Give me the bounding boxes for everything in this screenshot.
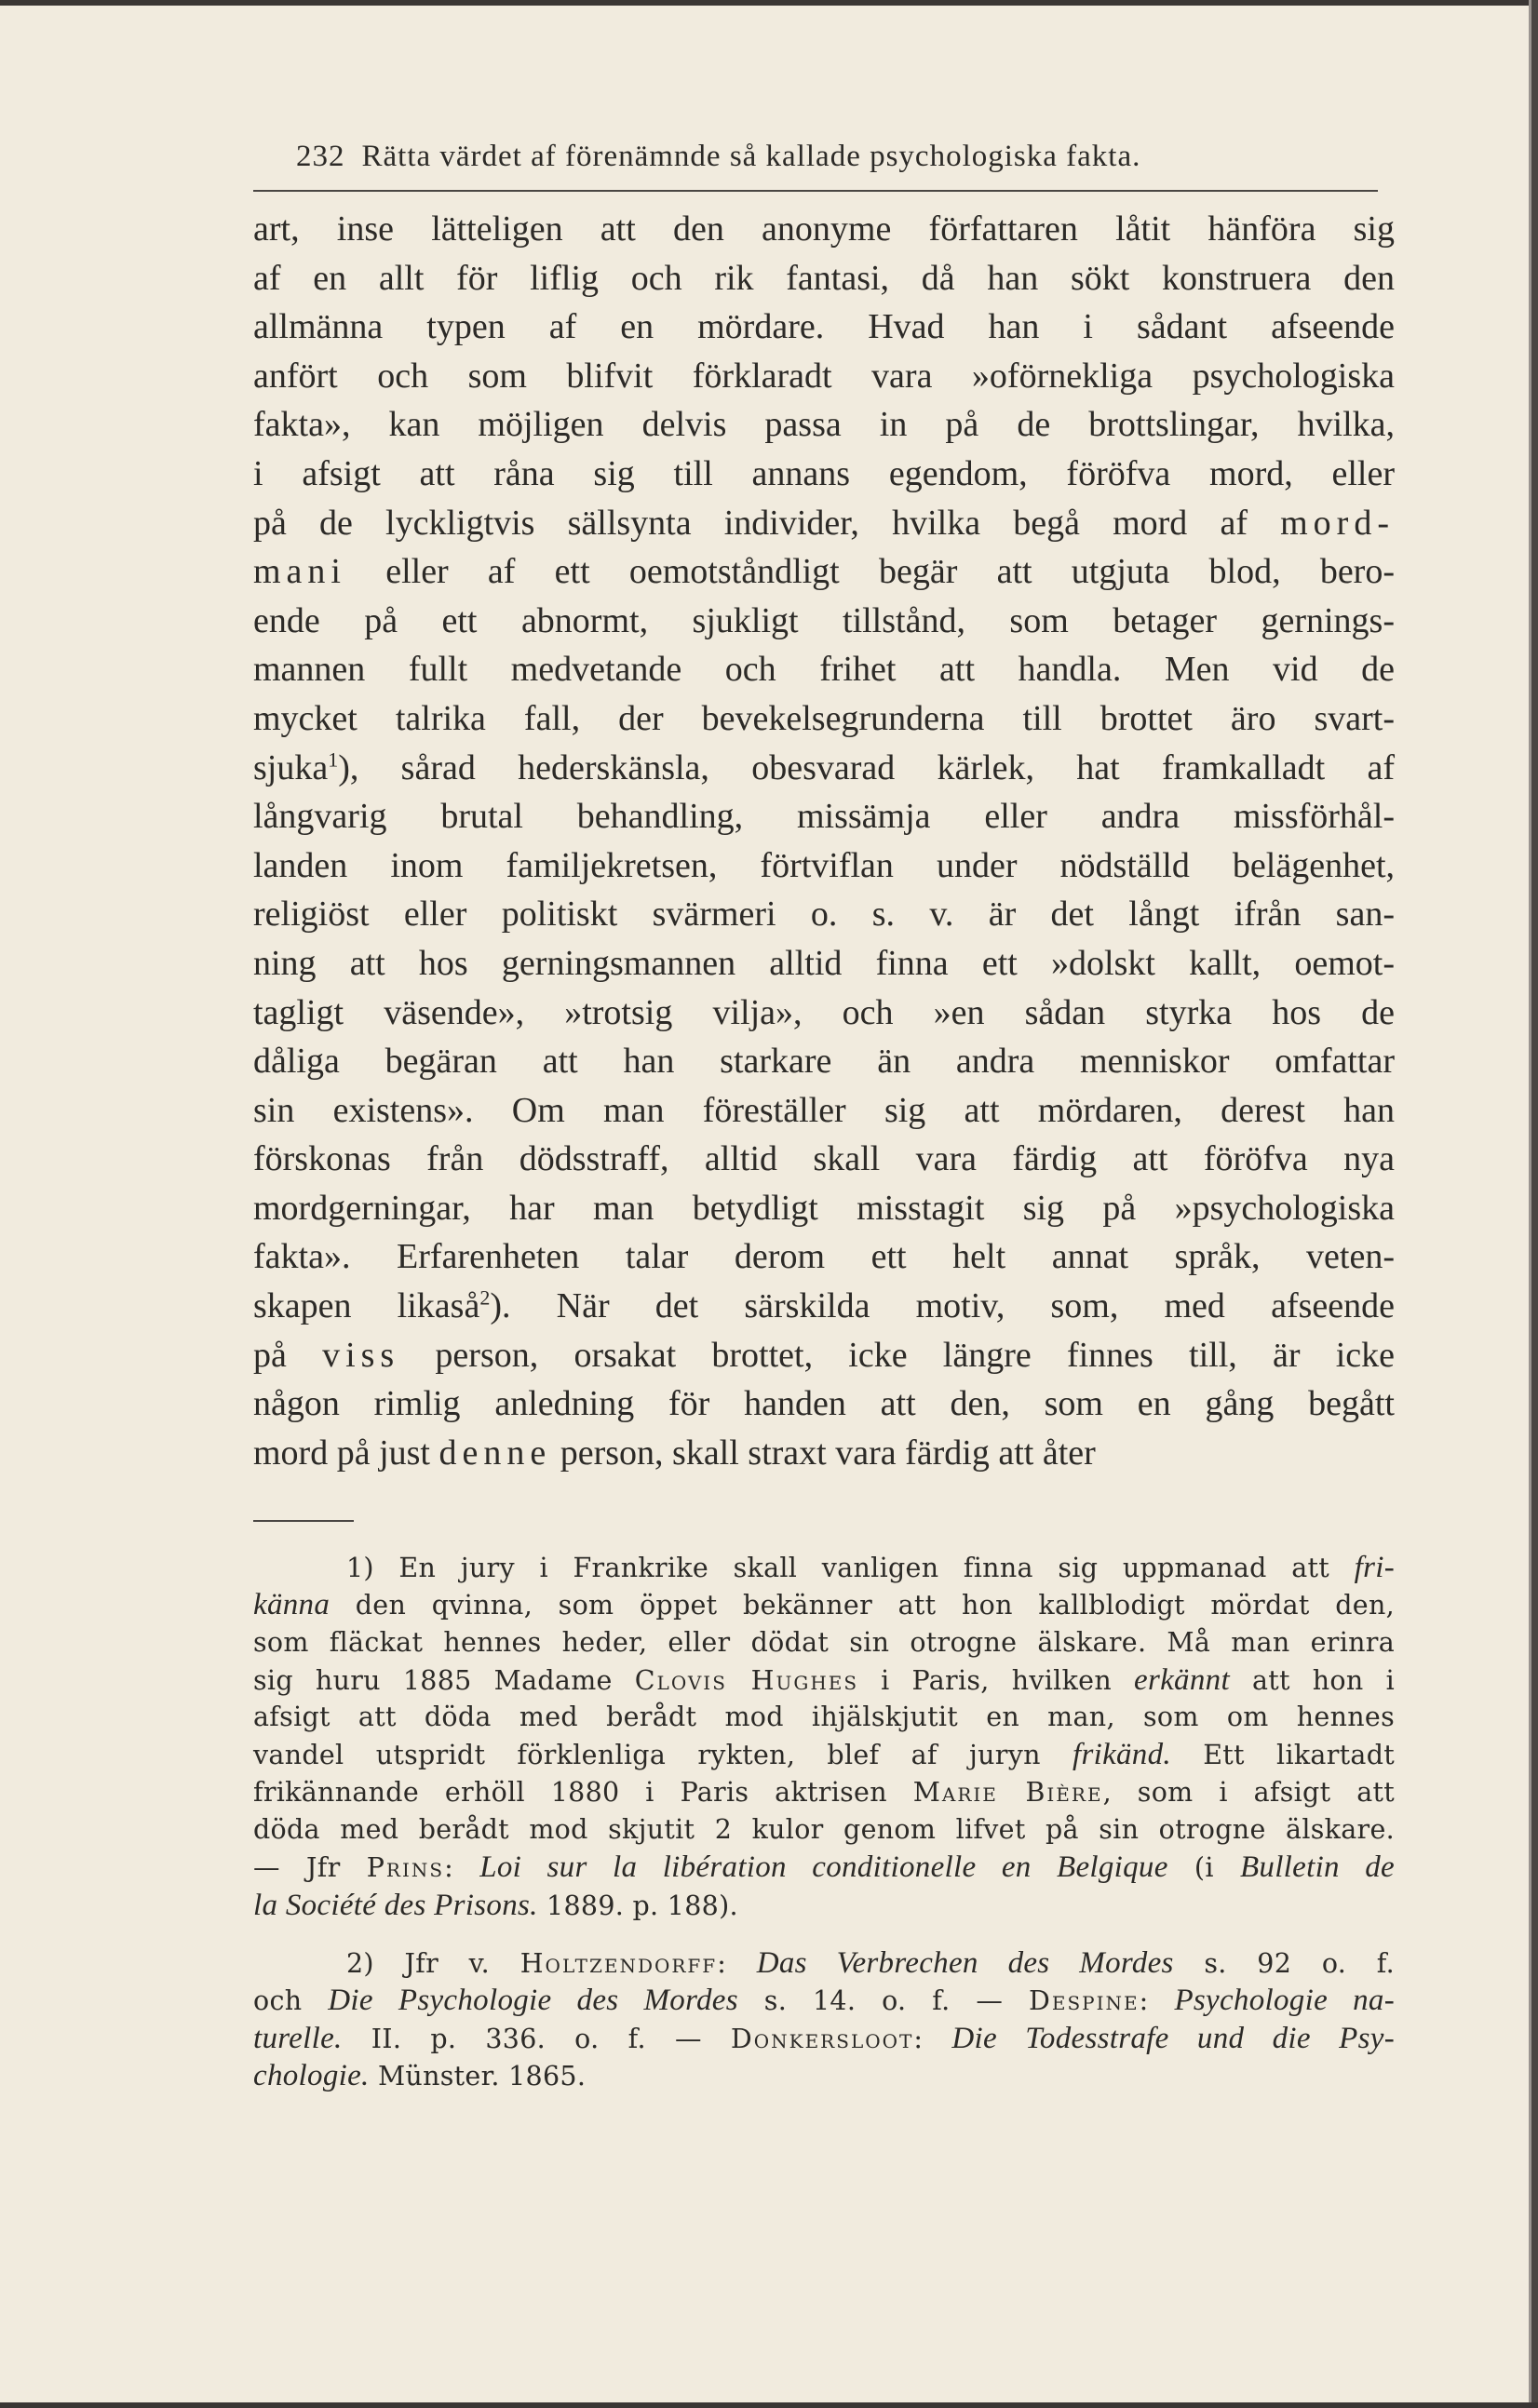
italic-span: Bulletin de xyxy=(1239,1850,1395,1885)
spaced-word: denne xyxy=(438,1433,552,1473)
text-line xyxy=(253,1429,1395,1478)
text-line: mordgerningar, har man betydligt misstagit sig på »psychologiska xyxy=(253,1188,1395,1228)
spaced-word: viss xyxy=(322,1335,400,1375)
footnotes xyxy=(253,1549,1395,2094)
text-line: art, inse lätteligen att den anonyme författaren låtit hänföra sig xyxy=(253,209,1395,249)
text-span: 2) Jfr v. xyxy=(346,1947,520,1979)
text-line: allmänna typen af en mördare. Hvad han i sådant afseende xyxy=(253,307,1395,347)
text-span: s. 92 o. f. xyxy=(1173,1947,1395,1979)
smallcaps-name: Prins xyxy=(366,1852,445,1884)
text-span: ), sårad hederskänsla, obesvarad kärlek, hat framkalladt af xyxy=(338,747,1395,787)
footnote-line xyxy=(253,2020,1395,2057)
running-title: Rätta värdet af förenämnde så kallade psychologiska fakta. xyxy=(361,140,1141,173)
italic-span: Psychologie na- xyxy=(1174,1984,1395,2018)
smallcaps-name: Marie Bière xyxy=(912,1776,1103,1808)
text-span: (i xyxy=(1167,1852,1240,1884)
text-span: 1889. p. 188). xyxy=(537,1890,738,1921)
text-line: ning att hos gerningsmannen alltid finna ett »dolskt kallt, oemot- xyxy=(253,943,1395,983)
text-span: II. p. 336. o. f. — xyxy=(342,2023,731,2054)
body-text xyxy=(253,205,1395,1477)
footnote-rule xyxy=(253,1520,354,1522)
footnote-line: afsigt att döda med berådt mod ihjälskjutit en man, som om hennes xyxy=(253,1702,1395,1733)
text-span: person, orsakat brottet, icke längre finnes till, är icke xyxy=(399,1335,1395,1375)
italic-span: Die Psychologie des Mordes xyxy=(328,1984,738,2018)
smallcaps-name: Donkersloot xyxy=(730,2023,914,2054)
italic-span: turelle. xyxy=(253,2021,343,2055)
italic-span: la Société des Prisons. xyxy=(253,1888,538,1922)
footnote-line xyxy=(253,1736,1395,1773)
text-line: religiöst eller politiskt svärmeri o. s. v. är det långt ifrån san- xyxy=(253,895,1395,935)
text-span: , som i afsigt att xyxy=(1102,1776,1395,1808)
text-line: mycket talrika fall, der bevekelsegrunderna till brottet äro svart- xyxy=(253,698,1395,738)
text-span: den qvinna, som öppet bekänner att hon kallblodigt mördat den, xyxy=(330,1590,1395,1621)
footnote-line xyxy=(253,1982,1395,2019)
scan-edge-top xyxy=(0,0,1538,6)
text-line: ende på ett abnormt, sjukligt tillstånd, som betager gernings- xyxy=(253,600,1395,640)
text-span: på de lyckligtvis sällsynta individer, hvilka begå mord af xyxy=(253,503,1281,543)
text-span: sjuka xyxy=(253,747,329,787)
italic-span: Die Todesstrafe und die Psy- xyxy=(951,2021,1396,2055)
footnote-line xyxy=(253,1661,1395,1699)
text-span: — Jfr xyxy=(253,1852,367,1884)
text-line xyxy=(253,1331,1395,1380)
text-line xyxy=(253,499,1395,548)
text-span: s. 14. o. f. — xyxy=(737,1985,1030,2017)
text-span: frikännande erhöll 1880 i Paris aktrisen xyxy=(253,1776,913,1808)
text-line xyxy=(253,547,1395,597)
text-span: ). När det särskilda motiv, som, med afseende xyxy=(490,1286,1395,1326)
text-span: och xyxy=(253,1985,329,2017)
footnote-line: som fläckat hennes heder, eller dödat sin otrogne älskare. Må man erinra xyxy=(253,1626,1395,1658)
text-line xyxy=(253,1282,1395,1331)
footnote-ref: 2 xyxy=(479,1285,491,1310)
footnote-line xyxy=(253,1849,1395,1886)
text-line: af en allt för liflig och rik fantasi, då han sökt konstruera den xyxy=(253,258,1395,298)
footnote-line xyxy=(253,1887,1395,1924)
text-span: person, skall straxt vara färdig att åter xyxy=(551,1433,1096,1473)
italic-span: frikänd. xyxy=(1072,1738,1171,1772)
text-span: eller af ett oemotståndligt begär att utgjuta blod, bero- xyxy=(345,552,1395,592)
text-line: sin existens». Om man föreställer sig att mördaren, derest han xyxy=(253,1090,1395,1130)
text-line: någon rimlig anledning för handen att den, som en gång begått xyxy=(253,1384,1395,1424)
text-span: att hon i xyxy=(1229,1664,1395,1696)
smallcaps-name: Holtzendorff xyxy=(519,1947,718,1979)
italic-span: fri- xyxy=(1354,1551,1395,1584)
scan-edge-bottom xyxy=(0,2402,1538,2408)
footnote-line xyxy=(253,2057,1395,2094)
footnote-line xyxy=(253,1586,1395,1623)
running-header xyxy=(296,140,1367,174)
text-line: mannen fullt medvetande och frihet att handla. Men vid de xyxy=(253,650,1395,690)
text-line: dåliga begäran att han starkare än andra menniskor omfattar xyxy=(253,1042,1395,1082)
text-span: vandel utspridt förklenliga rykten, blef af juryn xyxy=(253,1740,1073,1771)
text-line: landen inom familjekretsen, förtviflan under nödställd belägenhet, xyxy=(253,845,1395,885)
text-line: fakta». Erfarenheten talar derom ett helt annat språk, veten- xyxy=(253,1237,1395,1277)
text-line: förskonas från dödsstraff, alltid skall vara färdig att föröfva nya xyxy=(253,1139,1395,1179)
italic-span: Loi sur la libération conditionelle en Belgique xyxy=(479,1850,1168,1885)
footnote-line xyxy=(253,1549,1395,1586)
text-span: skapen likaså xyxy=(253,1286,480,1326)
text-line xyxy=(253,744,1395,793)
text-span: : xyxy=(913,2023,952,2054)
text-span: på xyxy=(253,1335,323,1375)
spaced-word: mani xyxy=(253,552,346,592)
text-line: tagligt väsende», »trotsig vilja», och »en sådan styrka hos de xyxy=(253,992,1395,1032)
footnote-line xyxy=(253,1774,1395,1811)
text-line: i afsigt att råna sig till annans egendom, föröfva mord, eller xyxy=(253,453,1395,493)
italic-span: chologie. xyxy=(253,2058,370,2092)
page-number: 232 xyxy=(296,140,345,173)
text-span: sig huru 1885 Madame xyxy=(253,1664,635,1696)
text-span: mord på just xyxy=(253,1433,439,1473)
text-span: 1) En jury i Frankrike skall vanligen finna sig uppmanad att xyxy=(346,1553,1355,1583)
text-line: anfört och som blifvit förklaradt vara »oförnekliga psychologiska xyxy=(253,356,1395,396)
spaced-word: mord- xyxy=(1280,503,1395,543)
scan-edge-right xyxy=(1531,0,1538,2408)
text-span: i Paris, hvilken xyxy=(858,1664,1135,1696)
text-span: : xyxy=(717,1947,757,1979)
italic-span: känna xyxy=(253,1588,331,1622)
header-rule xyxy=(253,190,1378,192)
text-span: : xyxy=(1139,1985,1175,2017)
smallcaps-name: Despine xyxy=(1029,1985,1140,2017)
footnote-ref: 1 xyxy=(328,747,339,771)
text-span: : xyxy=(444,1852,480,1884)
text-line: långvarig brutal behandling, missämja eller andra missförhål- xyxy=(253,797,1395,837)
text-line: fakta», kan möjligen delvis passa in på de brottslingar, hvilka, xyxy=(253,405,1395,445)
text-span: Ett likartadt xyxy=(1170,1740,1395,1771)
footnote-line xyxy=(253,1944,1395,1982)
italic-span: Das Verbrechen des Mordes xyxy=(756,1945,1174,1980)
footnote-line: döda med berådt mod skjutit 2 kulor genom lifvet på sin otrogne älskare. xyxy=(253,1814,1395,1846)
italic-span: erkännt xyxy=(1134,1662,1230,1697)
smallcaps-name: Clovis Hughes xyxy=(634,1664,859,1696)
text-span: Münster. 1865. xyxy=(369,2060,587,2092)
